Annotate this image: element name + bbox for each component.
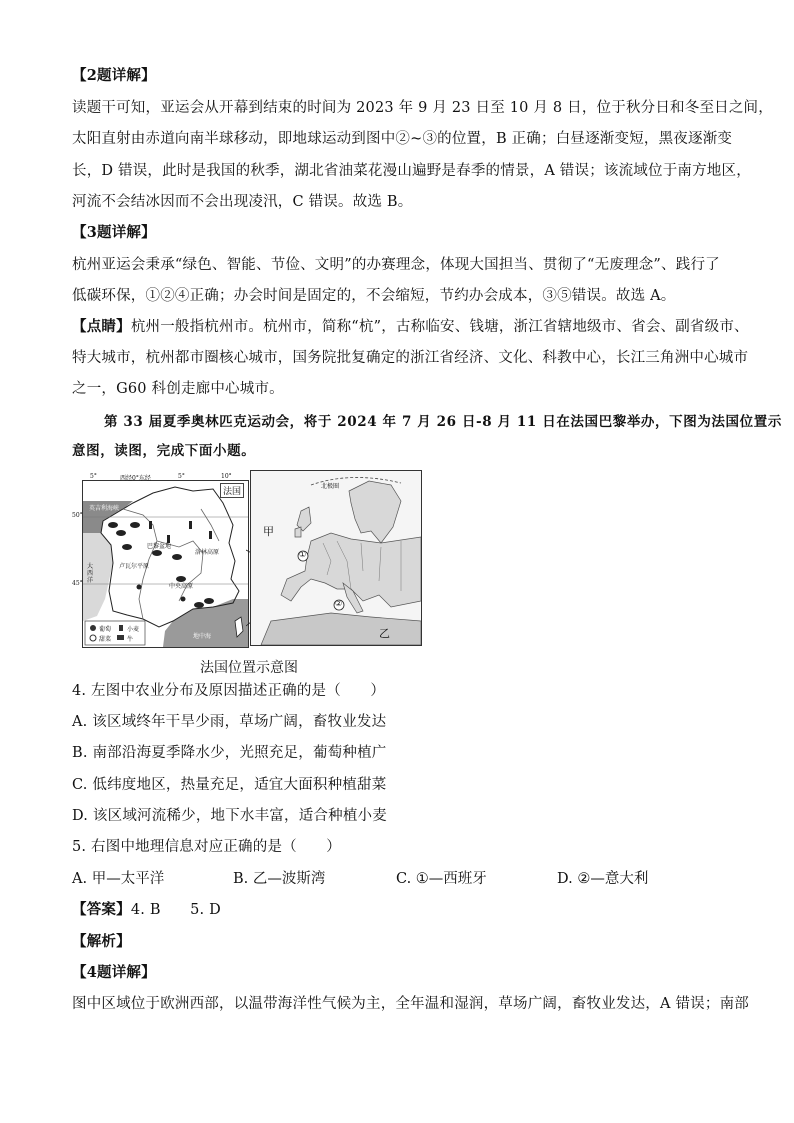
q4-option-c: C. 低纬度地区，热量充足，适宜大面积种植甜菜 bbox=[72, 777, 387, 793]
left-map-title: 法国 bbox=[220, 483, 244, 498]
section2-line-4: 河流不会结冰因而不会出现凌汛，C 错误。故选 B。 bbox=[72, 194, 413, 210]
left-map-lat-label-2: 45° bbox=[72, 580, 83, 587]
left-map-lon-label-2: 西经0°东经 bbox=[120, 475, 151, 482]
label-jia: 甲 bbox=[263, 525, 274, 538]
map-label-channel: 英吉利海峡 bbox=[89, 505, 120, 512]
analysis-label: 【解析】 bbox=[72, 933, 131, 950]
q5-stem: 5. 右图中地理信息对应正确的是（ ） bbox=[72, 839, 341, 855]
map-label-paris-basin: 巴黎盆地 bbox=[147, 543, 172, 550]
label-circle-1: ① bbox=[299, 550, 307, 559]
q5-option-a: A. 甲—太平洋 bbox=[72, 871, 165, 887]
section3-line-1: 杭州亚运会秉承“绿色、智能、节俭、文明”的办赛理念，体现大国担当、贯彻了“无废理念”、践行了 bbox=[72, 257, 720, 273]
section3-heading: 【3题详解】 bbox=[72, 224, 156, 241]
legend-grape: 葡萄 bbox=[99, 626, 112, 633]
legend-beet: 甜菜 bbox=[99, 636, 112, 643]
map-label-central-massif: 中央高原 bbox=[169, 583, 194, 590]
section2-line-3: 长，D 错误，此时是我国的秋季，湖北省油菜花漫山遍野是春季的情景，A 错误；该流域位于南方地区， bbox=[72, 163, 751, 179]
left-map-lon-label-4: 10° bbox=[221, 473, 232, 480]
label-yi: 乙 bbox=[379, 627, 390, 640]
section2-line-1: 读题干可知，亚运会从开幕到结束的时间为 2023 年 9 月 23 日至 10 月 8 日，位于秋分日和冬至日之间， bbox=[72, 100, 773, 116]
left-map-lon-label-1: 5° bbox=[90, 473, 97, 480]
q5-option-c: C. ①—西班牙 bbox=[396, 871, 487, 887]
section4-heading: 【4题详解】 bbox=[72, 964, 156, 981]
left-map-lat-label-1: 50° bbox=[72, 512, 83, 519]
section3-line-2: 低碳环保，①②④正确；办会时间是固定的，不会缩短，节约办会成本，③⑤错误。故选 A。 bbox=[72, 288, 676, 304]
intro-line-2: 意图，读图，完成下面小题。 bbox=[72, 443, 256, 459]
q4-option-d: D. 该区域河流稀少，地下水丰富，适合种植小麦 bbox=[72, 808, 387, 824]
legend-wheat: 小麦 bbox=[127, 626, 140, 633]
map-label-mediterranean: 地中海 bbox=[193, 633, 212, 640]
map-label-loire: 卢瓦尔平原 bbox=[119, 563, 150, 570]
dianjing-label: 【点睛】 bbox=[72, 318, 131, 335]
q5-option-b: B. 乙—波斯湾 bbox=[233, 871, 326, 887]
left-map-lon-label-3: 5° bbox=[178, 473, 185, 480]
label-circle-2: ② bbox=[335, 599, 343, 608]
map-label-atlantic: 大西洋 bbox=[87, 563, 94, 584]
dianjing-text-1: 杭州一般指杭州市。杭州市，简称“杭”，古称临安、钱塘，浙江省辖地级市、省会、副省级市、 bbox=[130, 319, 749, 335]
dianjing-line-3: 之一，G60 科创走廊中心城市。 bbox=[72, 381, 284, 397]
q4-option-a: A. 该区域终年干旱少雨，草场广阔，畜牧业发达 bbox=[72, 714, 387, 730]
q5-option-d: D. ②—意大利 bbox=[557, 871, 649, 887]
section2-line-2: 太阳直射由赤道向南半球移动，即地球运动到图中②~③的位置，B 正确；白昼逐渐变短，黑夜逐渐变 bbox=[72, 131, 733, 147]
intro-line-1: 第 33 届夏季奥林匹克运动会，将于 2024 年 7 月 26 日-8 月 11 日在法国巴黎举办，下图为法国位置示 bbox=[104, 414, 782, 430]
dianjing-line-2: 特大城市，杭州都市圈核心城市，国务院批复确定的浙江省经济、文化、科教中心，长江三角洲中心城市 bbox=[72, 350, 749, 366]
q4-stem: 4. 左图中农业分布及原因描述正确的是（ ） bbox=[72, 683, 386, 699]
answer-text: 4. B 5. D bbox=[130, 902, 221, 918]
section2-heading: 【2题详解】 bbox=[72, 67, 156, 84]
left-map-france bbox=[82, 480, 249, 648]
q4-option-b: B. 南部沿海夏季降水少，光照充足，葡萄种植广 bbox=[72, 745, 387, 761]
dianjing-line-1 bbox=[72, 317, 749, 337]
figure-caption: 法国位置示意图 bbox=[200, 660, 298, 676]
right-map-europe bbox=[250, 470, 422, 646]
section4-line-1: 图中区域位于欧洲西部，以温带海洋性气候为主，全年温和湿润，草场广阔，畜牧业发达，A 错误；南部 bbox=[72, 996, 749, 1012]
label-arctic-circle: 北极圈 bbox=[321, 483, 340, 490]
answer-label: 【答案】 bbox=[72, 901, 131, 918]
answer-line bbox=[72, 900, 221, 920]
legend-cattle: 牛 bbox=[127, 636, 134, 643]
map-label-lorraine: 洛林高原 bbox=[195, 549, 220, 556]
